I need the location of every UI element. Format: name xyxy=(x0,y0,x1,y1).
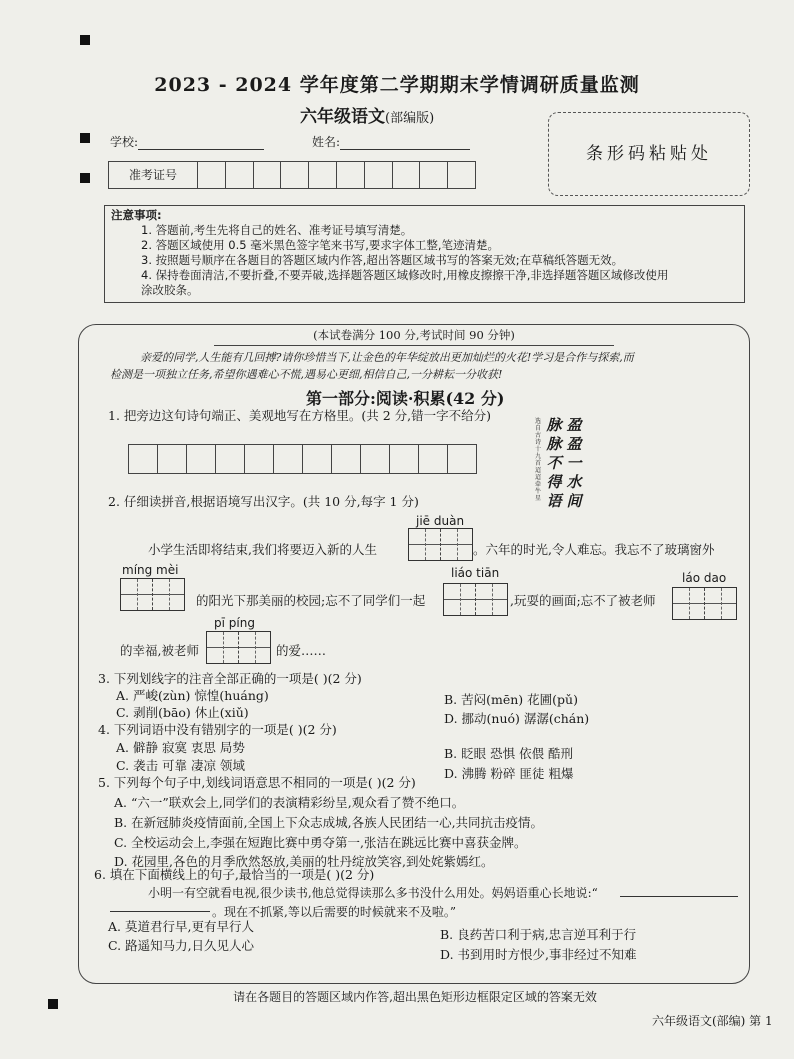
q6-stem: 。现在不抓紧,等以后需要的时候就来不及啦。” xyxy=(212,905,456,919)
q3-option-a[interactable]: A. 严峻(zùn) 惊惶(huáng) xyxy=(116,688,269,703)
corner-mark xyxy=(80,35,90,45)
q2-sentence: 。六年的时光,令人难忘。我忘不了玻璃窗外 xyxy=(473,542,715,557)
exam-id-label: 准考证号 xyxy=(109,162,198,188)
tianzige-box[interactable] xyxy=(443,583,508,616)
q6-option-a[interactable]: A. 莫道君行早,更有早行人 xyxy=(108,919,254,934)
q3-option-b[interactable]: B. 苦闷(mēn) 花圃(pǔ) xyxy=(444,692,578,707)
q4-text: 4. 下列词语中没有错别字的一项是( )(2 分) xyxy=(98,722,337,737)
q6-option-b[interactable]: B. 良药苦口利于病,忠言逆耳利于行 xyxy=(440,927,637,942)
school-field[interactable]: 学校: xyxy=(110,133,264,150)
q1-text: 1. 把旁边这句诗句端正、美观地写在方格里。(共 2 分,错一字不给分) xyxy=(108,408,492,423)
q3-text: 3. 下列划线字的注音全部正确的一项是( )(2 分) xyxy=(98,671,362,686)
q4-option-a[interactable]: A. 僻静 寂寞 衷思 局势 xyxy=(116,740,245,755)
exam-id-boxes[interactable] xyxy=(108,161,476,189)
notice-box: 注意事项: 1. 答题前,考生先将自己的姓名、准考证号填写清楚。 2. 答题区域使用 0.5 毫米黑色签字笔来书写,要求字体工整,笔迹清楚。 3. 按照题号顺序在各题目的答题区域内作答,超出答题区域书写的答案无效;在草稿纸答题无效。 4. 保持卷面清洁,不要折叠,不要弄破,选择题答题区域修改时,用橡皮擦擦干净,非选择题答题区域修改使用 涂改胶条。 xyxy=(104,205,745,303)
q2-sentence: 的幸福,被老师 xyxy=(120,643,199,658)
corner-mark xyxy=(80,133,90,143)
corner-mark xyxy=(48,999,58,1009)
tianzige-box[interactable] xyxy=(120,578,185,611)
q6-blank[interactable] xyxy=(620,896,738,897)
q5-option-a[interactable]: A. “六一”联欢会上,同学们的表演精彩纷呈,观众看了赞不绝口。 xyxy=(114,795,465,810)
pinyin-label: míng mèi xyxy=(122,563,179,577)
q6-text: 6. 填在下面横线上的句子,最恰当的一项是( )(2 分) xyxy=(94,867,375,882)
tianzige-box[interactable] xyxy=(206,631,271,664)
intro-line: 亲爱的同学,人生能有几回搏?请你珍惜当下,让金色的年华绽放出更加灿烂的火花!学习是合作与探索,而 xyxy=(140,351,634,364)
poem-seal: 选自古诗十九首迢迢牵牛星 xyxy=(535,418,542,502)
pinyin-label: pī píng xyxy=(214,616,255,630)
pinyin-label: liáo tiān xyxy=(451,566,500,580)
q6-blank[interactable] xyxy=(110,911,210,912)
barcode-area: 条形码粘贴处 xyxy=(548,112,750,196)
part1-title: 第一部分:阅读·积累(42 分) xyxy=(306,389,505,408)
q4-option-d[interactable]: D. 沸腾 粉碎 匪徒 粗爆 xyxy=(444,766,574,781)
q4-option-c[interactable]: C. 袭击 可靠 凄凉 领域 xyxy=(116,758,245,773)
exam-title: 2023 - 2024 学年度第二学期期末学情调研质量监测 xyxy=(154,74,640,96)
name-field[interactable]: 姓名: xyxy=(312,133,470,150)
intro-line: 检测是一项独立任务,希望你遇难心不慌,遇易心更细,相信自己,一分耕耘一分收获! xyxy=(110,368,503,381)
q5-text: 5. 下列每个句子中,划线词语意思不相同的一项是( )(2 分) xyxy=(98,775,416,790)
q6-stem: 小明一有空就看电视,很少读书,他总觉得读那么多书没什么用处。妈妈语重心长地说:“ xyxy=(148,886,598,900)
pinyin-label: láo dao xyxy=(682,571,727,585)
tianzige-box[interactable] xyxy=(672,587,737,620)
q2-sentence: 小学生活即将结束,我们将要迈入新的人生 xyxy=(148,542,377,557)
footer-note: 请在各题目的答题区域内作答,超出黑色矩形边框限定区域的答案无效 xyxy=(233,990,597,1004)
q3-option-d[interactable]: D. 挪动(nuó) 潺潺(chán) xyxy=(444,711,590,726)
q2-sentence: 的阳光下那美丽的校园;忘不了同学们一起 xyxy=(196,593,426,608)
q5-option-b[interactable]: B. 在新冠肺炎疫情面前,全国上下众志成城,各族人民团结一心,共同抗击疫情。 xyxy=(114,815,544,830)
poem-column: 脉脉不得语 xyxy=(546,416,562,510)
corner-mark xyxy=(80,173,90,183)
q2-text: 2. 仔细读拼音,根据语境写出汉字。(共 10 分,每字 1 分) xyxy=(108,494,419,509)
pinyin-label: jiē duàn xyxy=(416,514,465,528)
q4-option-b[interactable]: B. 眨眼 恐惧 依偎 酷刑 xyxy=(444,746,574,761)
q6-option-d[interactable]: D. 书到用时方恨少,事非经过不知难 xyxy=(440,947,637,962)
q3-option-c[interactable]: C. 剥削(bāo) 休止(xiǔ) xyxy=(116,705,249,720)
q1-writing-grid[interactable] xyxy=(128,444,476,474)
poem-column: 盈盈一水间 xyxy=(566,416,582,510)
q5-option-c[interactable]: C. 全校运动会上,李强在短跑比赛中勇夺第一,张洁在跳远比赛中喜获金牌。 xyxy=(114,835,527,850)
page-number: 六年级语文(部编) 第 1 xyxy=(652,1014,773,1028)
exam-subtitle: 六年级语文(部编版) xyxy=(300,107,435,127)
tianzige-box[interactable] xyxy=(408,528,473,561)
q2-sentence: 的爱…… xyxy=(276,643,327,658)
q5-option-d[interactable]: D. 花园里,各色的月季欣然怒放,美丽的牡丹绽放笑容,到处姹紫嫣红。 xyxy=(114,854,494,869)
q6-option-c[interactable]: C. 路遥知马力,日久见人心 xyxy=(108,938,255,953)
q2-sentence: ,玩耍的画面;忘不了被老师 xyxy=(510,593,656,608)
exam-info: (本试卷满分 100 分,考试时间 90 分钟) xyxy=(214,327,614,346)
